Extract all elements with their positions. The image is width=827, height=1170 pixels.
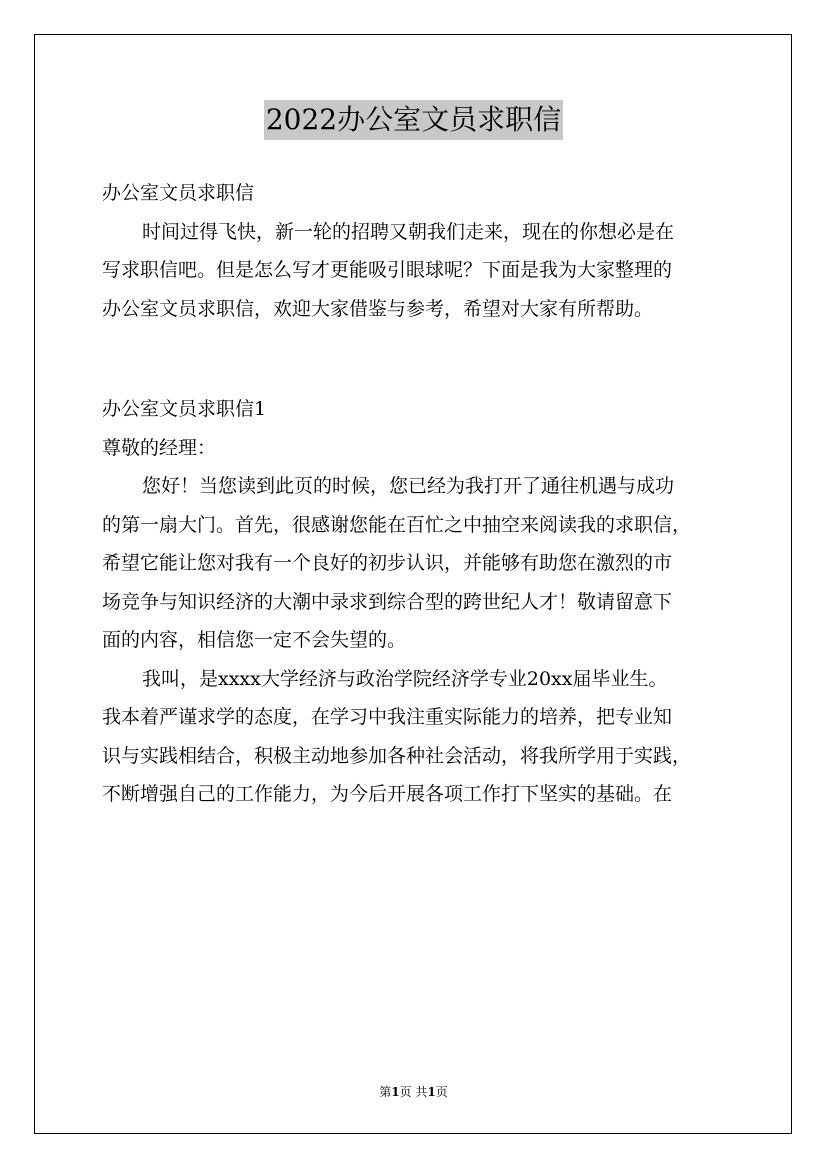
intro-line-3: 办公室文员求职信，欢迎大家借鉴与参考，希望对大家有所帮助。	[102, 297, 654, 320]
title-container	[0, 100, 827, 140]
salutation: 尊敬的经理：	[102, 436, 217, 459]
para2-line-2: 我本着严谨求学的态度，在学习中我注重实际能力的培养，把专业知	[102, 706, 673, 728]
intro-line-1: 时间过得飞快，新一轮的招聘又朝我们走来，现在的你想必是在	[142, 220, 675, 243]
para1-line-5: 面的内容，相信您一定不会失望的。	[102, 629, 407, 651]
para2-line-4: 不断增强自己的工作能力，为今后开展各项工作打下坚实的基础。在	[102, 783, 673, 805]
document-body	[102, 174, 728, 814]
page-mid: 页 共	[399, 1085, 428, 1099]
para1-line-4: 场竞争与知识经济的大潮中录求到综合型的跨世纪人才！敬请留意下	[102, 590, 673, 613]
para1-line-3: 希望它能让您对我有一个良好的初步认识，并能够有助您在激烈的市	[102, 552, 673, 574]
para1-line-2: 的第一扇大门。首先，很感谢您能在百忙之中抽空来阅读我的求职信，	[102, 513, 692, 536]
page-footer	[0, 1084, 827, 1100]
section-heading: 办公室文员求职信1	[102, 398, 267, 420]
page-prefix: 第	[379, 1085, 392, 1099]
intro-line-2: 写求职信吧。但是怎么写才更能吸引眼球呢？下面是我为大家整理的	[102, 259, 673, 281]
document-subtitle: 办公室文员求职信	[102, 182, 255, 204]
page-suffix: 页	[435, 1085, 448, 1099]
para2-line-3: 识与实践相结合，积极主动地参加各种社会活动，将我所学用于实践，	[102, 744, 692, 767]
paragraph-gap	[102, 328, 728, 390]
document-title: 2022办公室文员求职信	[264, 100, 563, 140]
para1-line-1: 您好！当您读到此页的时候，您已经为我打开了通往机遇与成功	[142, 475, 675, 497]
page-current-number: 1	[391, 1085, 400, 1099]
page-total-number: 1	[427, 1085, 436, 1099]
para2-line-1: 我叫，是xxxx大学经济与政治学院经济学专业20xx届毕业生。	[142, 667, 668, 690]
